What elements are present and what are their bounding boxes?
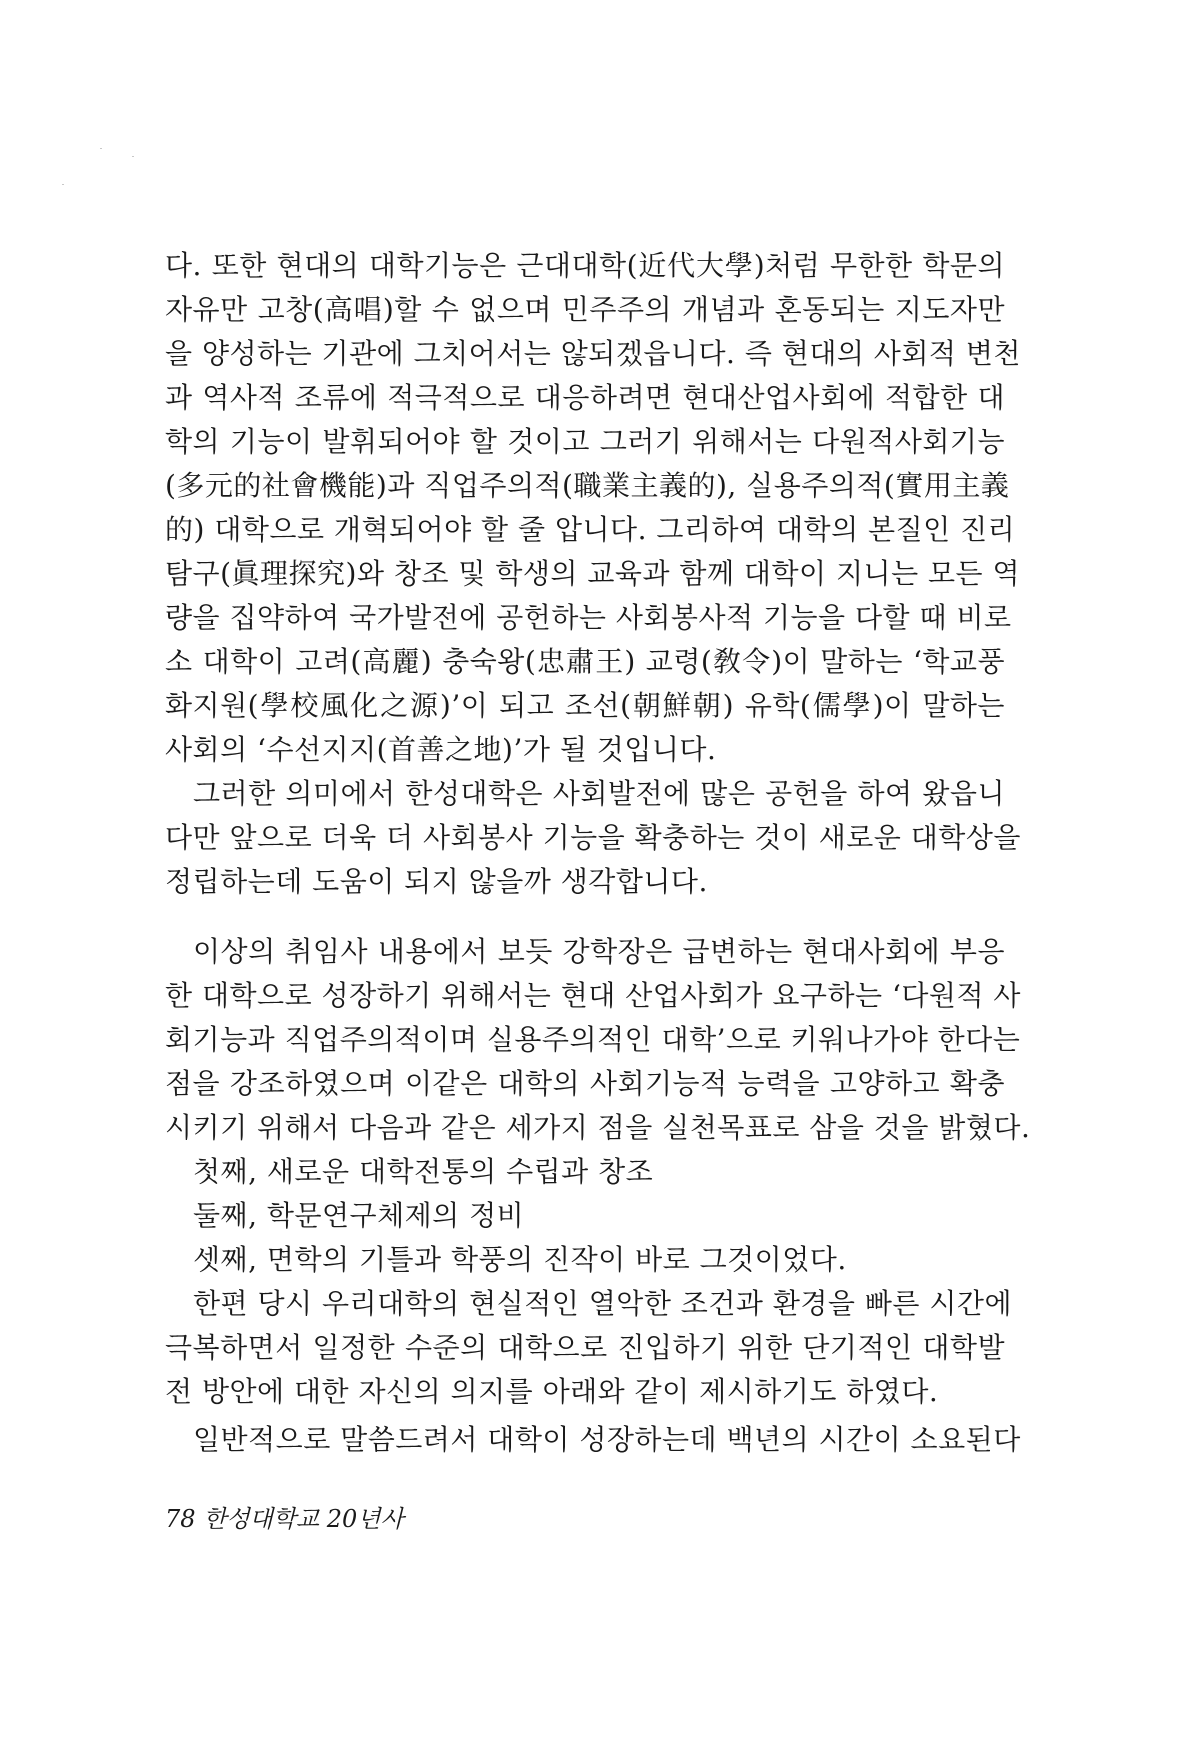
- text-line: 학의 기능이 발휘되어야 할 것이고 그러기 위해서는 다원적사회기능: [165, 425, 1005, 458]
- text-line: 한 대학으로 성장하기 위해서는 현대 산업사회가 요구하는 ‘다원적 사: [165, 979, 1021, 1012]
- paragraph-block-2: [165, 930, 1031, 1414]
- list-item-first: 첫째, 새로운 대학전통의 수립과 창조: [193, 1155, 654, 1188]
- text-line: 과 역사적 조류에 적극적으로 대응하려면 현대산업사회에 적합한 대: [165, 381, 1005, 414]
- text-line: 을 양성하는 기관에 그치어서는 않되겠읍니다. 즉 현대의 사회적 변천: [165, 337, 1021, 370]
- text-line: 탐구(眞理探究)와 창조 및 학생의 교육과 함께 대학이 지니는 모든 역: [165, 557, 1021, 590]
- text-line: 자유만 고창(高唱)할 수 없으며 민주주의 개념과 혼동되는 지도자만: [165, 293, 1005, 326]
- paragraph-block-1: [165, 244, 1021, 904]
- paragraph-block-3: [165, 1418, 1021, 1462]
- list-item-third: 셋째, 면학의 기틀과 학풍의 진작이 바로 그것이었다.: [193, 1243, 847, 1276]
- text-line: 정립하는데 도움이 되지 않을까 생각합니다.: [165, 865, 708, 898]
- text-line: 시키기 위해서 다음과 같은 세가지 점을 실천목표로 삼을 것을 밝혔다.: [165, 1111, 1031, 1144]
- text-line: 다. 또한 현대의 대학기능은 근대대학(近代大學)처럼 무한한 학문의: [165, 249, 1005, 282]
- text-line: 그러한 의미에서 한성대학은 사회발전에 많은 공헌을 하여 왔읍니: [193, 777, 1005, 810]
- text-line: 회기능과 직업주의적이며 실용주의적인 대학’으로 키워나가야 한다는: [165, 1023, 1021, 1056]
- scan-speck: [62, 184, 64, 185]
- list-item-second: 둘째, 학문연구체제의 정비: [193, 1199, 525, 1232]
- scan-speck: [100, 148, 102, 149]
- text-line: 극복하면서 일정한 수준의 대학으로 진입하기 위한 단기적인 대학발: [165, 1331, 1005, 1364]
- running-title: 한성대학교 20년사: [203, 1505, 404, 1533]
- page-footer: [165, 1502, 404, 1536]
- text-line: 다만 앞으로 더욱 더 사회봉사 기능을 확충하는 것이 새로운 대학상을: [165, 821, 1021, 854]
- scan-speck: [132, 156, 134, 157]
- text-line: 的) 대학으로 개혁되어야 할 줄 압니다. 그리하여 대학의 본질인 진리: [165, 513, 1016, 546]
- text-line: 이상의 취임사 내용에서 보듯 강학장은 급변하는 현대사회에 부응: [193, 935, 1005, 968]
- text-line: 소 대학이 고려(高麗) 충숙왕(忠肅王) 교령(敎令)이 말하는 ‘학교풍: [165, 645, 1005, 678]
- text-line: 전 방안에 대한 자신의 의지를 아래와 같이 제시하기도 하였다.: [165, 1375, 939, 1408]
- text-line: 화지원(學校風化之源)’이 되고 조선(朝鮮朝) 유학(儒學)이 말하는: [165, 689, 1005, 722]
- text-line: 량을 집약하여 국가발전에 공헌하는 사회봉사적 기능을 다할 때 비로: [165, 601, 1012, 634]
- text-line: (多元的社會機能)과 직업주의적(職業主義的), 실용주의적(實用主義: [165, 469, 1010, 502]
- text-line: 점을 강조하였으며 이같은 대학의 사회기능적 능력을 고양하고 확충: [165, 1067, 1005, 1100]
- text-line: 일반적으로 말씀드려서 대학이 성장하는데 백년의 시간이 소요된다: [193, 1423, 1021, 1456]
- page-number: 78: [165, 1505, 196, 1533]
- text-line: 한편 당시 우리대학의 현실적인 열악한 조건과 환경을 빠른 시간에: [193, 1287, 1013, 1320]
- text-line: 사회의 ‘수선지지(首善之地)’가 될 것입니다.: [165, 733, 717, 766]
